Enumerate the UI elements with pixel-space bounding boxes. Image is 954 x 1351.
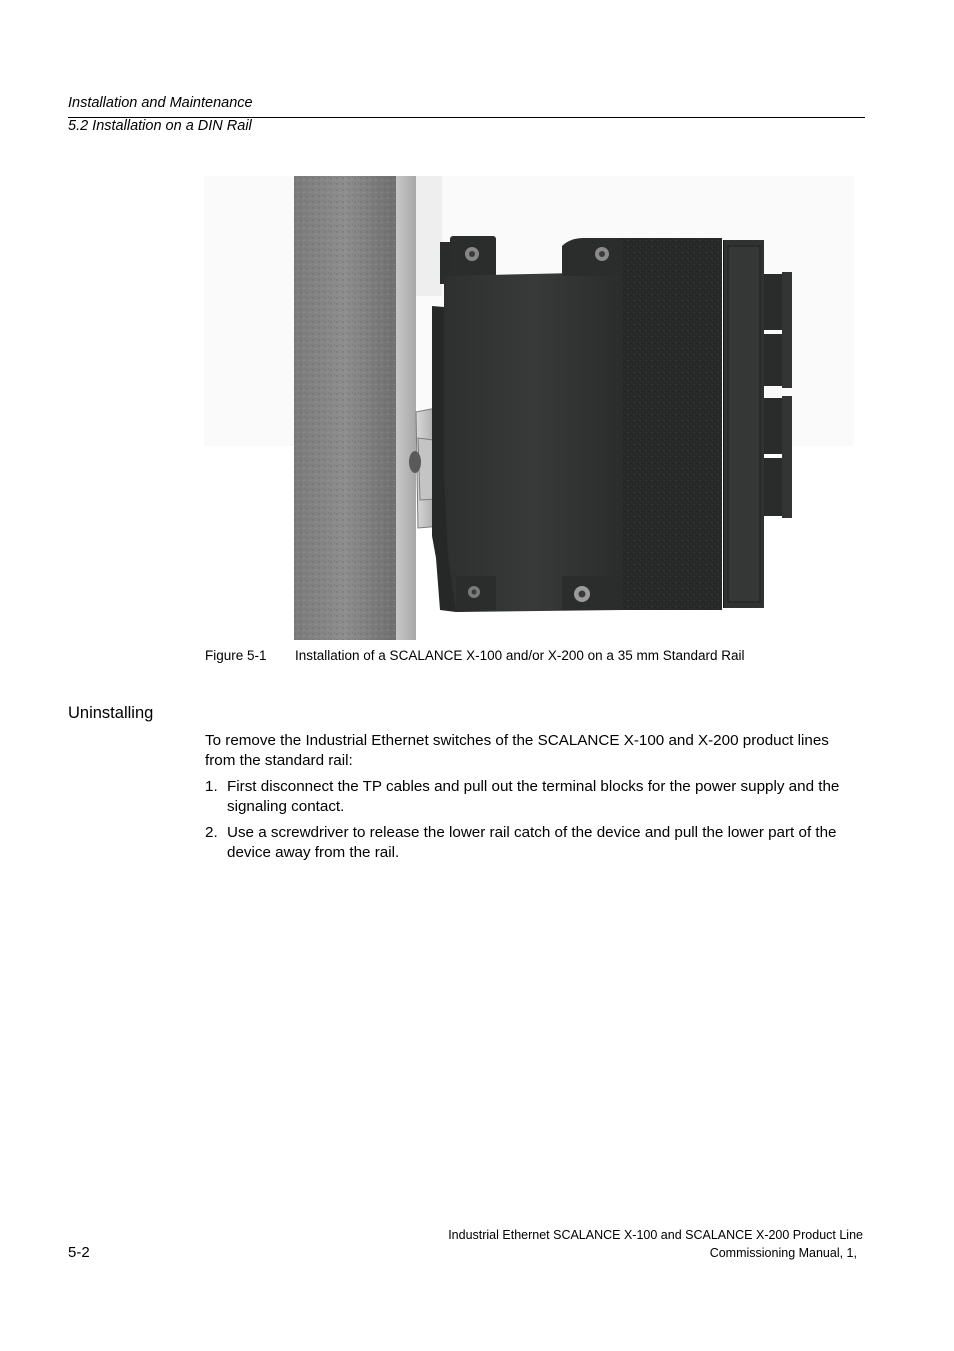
figure-label: Figure 5-1 [205,648,267,663]
running-header-chapter: Installation and Maintenance [68,95,253,111]
din-rail-installation-photo [204,176,854,640]
list-item-text: Use a screwdriver to release the lower rail catch of the device and pull the lower part of the device away from the rail. [227,824,837,861]
running-header-section: 5.2 Installation on a DIN Rail [68,118,252,134]
footer-document-title: Industrial Ethernet SCALANCE X-100 and SCALANCE X-200 Product Line [448,1228,863,1242]
list-item-number: 2. [205,824,218,841]
figure-caption-text: Installation of a SCALANCE X-100 and/or X-200 on a 35 mm Standard Rail [295,648,745,663]
footer-document-subtitle: Commissioning Manual, 1, [709,1246,857,1260]
intro-paragraph: To remove the Industrial Ethernet switches of the SCALANCE X-100 and X-200 product lines from the standard rail: [205,732,829,769]
list-item-number: 1. [205,778,218,795]
list-item-text: First disconnect the TP cables and pull out the terminal blocks for the power supply and the signaling contact. [227,778,840,815]
section-heading: Uninstalling [68,704,154,722]
page-number: 5-2 [68,1244,90,1261]
